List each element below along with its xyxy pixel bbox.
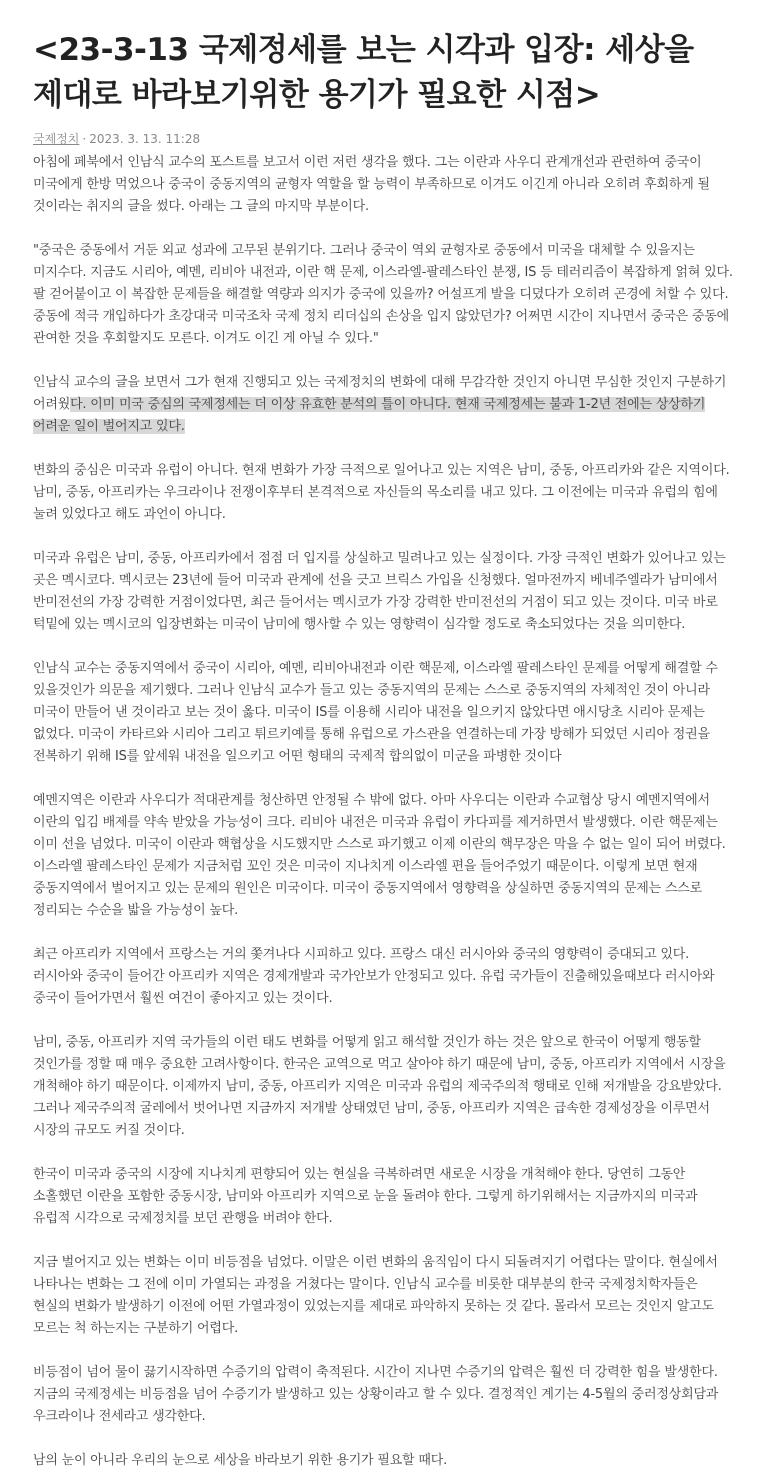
quote-paragraph: "중국은 중동에서 거둔 외교 성과에 고무된 분위기다. 그러나 중국이 역외 균형자로 중동에서 미국을 대체할 수 있을지는 미지수다. 지금도 시리아, 예멘, 리비아 내전과, 이란 핵 문제, 이스라엘-팔레스타인 분쟁, IS 등 테러리즘이 복잡하게 얽혀 있다. 팔 걷어붙이고 이 복잡한 문제들을 해결할 역량과 의지가 중국에 있을까? 어설프게 발을 디뎠다가 오히려 곤경에 처할 수 있다. 중동에 적극 개입하다가 초강대국 미국조차 국제 정치 리더십의 손상을 입지 않았던가? 어쩌면 시간이 지나면서 중국은 중동에 관여한 것을 후회할지도 모른다. 이겨도 이긴 게 아닐 수 있다." [33,243,733,346]
paragraph-with-highlight [33,372,734,438]
paragraph: 최근 아프리카 지역에서 프랑스는 거의 쫓겨나다 시피하고 있다. 프랑스 대신 러시아와 중국의 영향력이 증대되고 있다. 러시아와 중국이 들어간 아프리카 지역은 경제개발과 국가안보가 안정되고 있다. 유럽 국가들이 진출해있을때보다 러시아와 중국이 들어가면서 훨씬 여건이 좋아지고 있는 것이다. [33,947,715,1006]
highlighted-text: 다. 이미 미국 중심의 국제정세는 더 이상 유효한 분석의 틀이 아니다. 현재 국제정세는 불과 1-2년 전에는 상상하기 어려운 일이 벌어지고 있다. [33,397,706,434]
paragraph: 변화의 중심은 미국과 유럽이 아니다. 현재 변화가 가장 극적으로 일어나고 있는 지역은 남미, 중동, 아프리카와 같은 지역이다. 남미, 중동, 아프리카는 우크라이나 전쟁이후부터 본격적으로 자신들의 목소리를 내고 있다. 그 이전에는 미국과 유럽의 힘에 눌려 있었다고 해도 과언이 아니다. [33,463,730,522]
paragraph: 아침에 페북에서 인남식 교수의 포스트를 보고서 이런 저런 생각을 했다. 그는 이란과 사우디 관계개선과 관련하여 중국이 미국에게 한방 먹었으나 중국이 중동지역의 균형자 역할을 할 능력이 부족하므로 이겨도 이긴게 아니라 오히려 후회하게 될 것이라는 취지의 글을 썼다. 아래는 그 글의 마지막 부분이다. [33,155,710,214]
paragraph: 미국과 유럽은 남미, 중동, 아프리카에서 점점 더 입지를 상실하고 밀려나고 있는 실정이다. 가장 극적인 변화가 있어나고 있는 곳은 멕시코다. 멕시코는 23년에 들어 미국과 관계에 선을 긋고 브릭스 가입을 신청했다. 얼마전까지 베네주엘라가 남미에서 반미전선의 가장 강력한 거점이었다면, 최근 들어서는 멕시코가 가장 강력한 반미전선의 거점이 되고 있는 것이다. 미국 바로 턱밑에 있는 멕시코의 입장변화는 미국이 남미에 행사할 수 있는 영향력이 심각할 정도로 축소되었다는 것을 의미한다. [33,551,726,632]
paragraph: 예멘지역은 이란과 사우디가 적대관계를 청산하면 안정될 수 밖에 없다. 아마 사우디는 이란과 수교협상 당시 예멘지역에서 이란의 입김 배제를 약속 받았을 가능성이 크다. 리비아 내전은 미국과 유럽이 카다피를 제거하면서 발생했다. 이란 핵문제는 이미 선을 넘었다. 미국이 이란과 핵협상을 시도했지만 스스로 파기했고 이제 이란의 핵무장은 막을 수 없는 일이 되어 버렸다. 이스라엘 팔레스타인 문제가 지금처럼 꼬인 것은 미국이 지나치게 이스라엘 편을 들어주었기 때문이다. 이렇게 보면 현재 중동지역에서 벌어지고 있는 문제의 원인은 미국이다. 미국이 중동지역에서 영향력을 상실하면 중동지역의 문제는 스스로 정리되는 수순을 밟을 가능성이 높다. [33,793,726,918]
paragraph: 지금 벌어지고 있는 변화는 이미 비등점을 넘었다. 이말은 이런 변화의 움직임이 다시 되돌려지기 어렵다는 말이다. 현실에서 나타나는 변화는 그 전에 이미 가열되는 과정을 거쳤다는 말이다. 인남식 교수를 비롯한 대부분의 한국 국제정치학자들은 현실의 변화가 발생하기 이전에 어떤 가열과정이 있었는지를 제대로 파악하지 못하는 것 같다. 몰라서 모르는 것인지 알고도 모르는 척 하는지는 구분하기 어렵다. [33,1255,718,1336]
post-body [33,152,734,1472]
paragraph: 인남식 교수는 중동지역에서 중국이 시리아, 예멘, 리비아내전과 이란 핵문제, 이스라엘 팔레스타인 문제를 어떻게 해결할 수 있을것인가 의문을 제기했다. 그러나 인남식 교수가 들고 있는 중동지역의 문제는 스스로 중동지역의 자체적인 것이 아니라 미국이 만들어 낸 것이라고 보는 것이 옳다. 미국이 IS를 이용해 시리아 내전을 일으키지 않았다면 애시당초 시리아 문제는 없었다. 미국이 카타르와 시리아 그리고 튀르키예를 통해 유럽으로 가스관을 연결하는데 가장 방해가 되었던 시리아 정권을 전복하기 위해 IS를 앞세워 내전을 일으키고 어떤 형태의 국제적 합의없이 미군을 파병한 것이다 [33,661,718,764]
paragraph: 비등점이 넘어 물이 끓기시작하면 수증기의 압력이 축적된다. 시간이 지나면 수증기의 압력은 훨씬 더 강력한 힘을 발생한다. 지금의 국제정세는 비등점을 넘어 수증기가 발생하고 있는 상황이라고 할 수 있다. 결정적인 계기는 4-5월의 중러정상회담과 우크라이나 전세라고 생각한다. [33,1365,719,1424]
category-link[interactable]: 국제정치 [33,132,80,146]
post-meta [33,130,734,148]
closing-paragraph: 남의 눈이 아니라 우리의 눈으로 세상을 바라보기 위한 용기가 필요할 때다. [33,1453,447,1468]
post-date: 2023. 3. 13. 11:28 [89,132,201,146]
post-title: <23-3-13 국제정세를 보는 시각과 입장: 세상을 제대로 바라보기위한 용기가 필요한 시점> [33,32,694,113]
meta-separator: · [82,132,87,146]
paragraph-text: 인남식 교수의 글을 보면서 그가 현재 진행되고 있는 국제정치의 변화에 대해 무감각한 것인지 아니면 무심한 것인지 구분하기 어려웠 [33,375,727,412]
paragraph: 한국이 미국과 중국의 시장에 지나치게 편향되어 있는 현실을 극복하려면 새로운 시장을 개척해야 한다. 당연히 그동안 소홀했던 이란을 포함한 중동시장, 남미와 아프리카 지역으로 눈을 돌려야 한다. 그렇게 하기위해서는 지금까지의 미국과 유럽적 시각으로 국제정치를 보던 관행을 버려야 한다. [33,1167,698,1226]
paragraph: 남미, 중동, 아프리카 지역 국가들의 이런 태도 변화를 어떻게 읽고 해석할 것인가 하는 것은 앞으로 한국이 어떻게 행동할 것인가를 정할 때 매우 중요한 고려사항이다. 한국은 교역으로 먹고 살아야 하기 때문에 남미, 중동, 아프리카 지역에서 시장을 개척해야 하기 때문이다. 이제까지 남미, 중동, 아프리카 지역은 미국과 유럽의 제국주의적 행태로 인해 저개발을 강요받았다. 그러나 제국주의적 굴레에서 벗어나면 지금까지 저개발 상태였던 남미, 중동, 아프리카 지역은 급속한 경제성장을 이루면서 시장의 규모도 커질 것이다. [33,1035,726,1138]
